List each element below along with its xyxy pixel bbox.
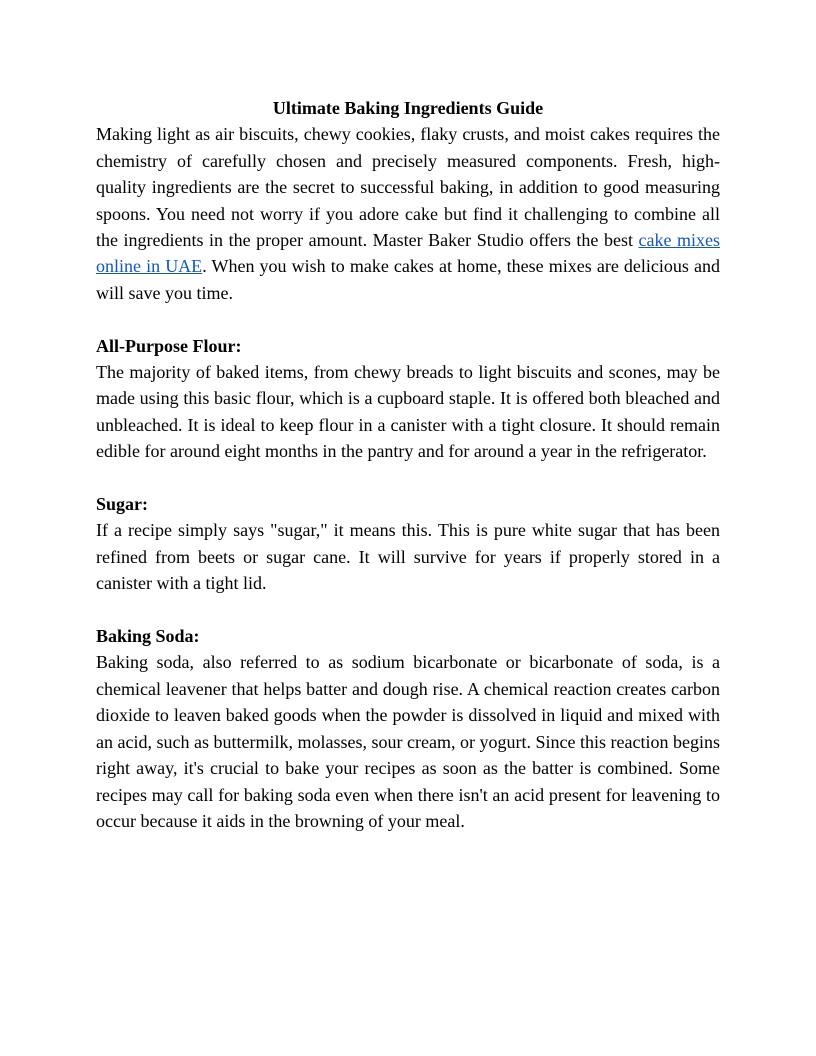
cake-mixes-link[interactable]: cake mixes online in UAE: [96, 230, 721, 277]
intro-text: Making light as air biscuits, chewy cookies, flaky crusts, and moist cakes requires the chemistry of carefully chosen and precisely measured components. Fresh, high-quality ingredients are the secret to successful baking, in addition to good measuring spoons. You need not worry if you adore cake but find it challenging to combine all the ingredients in the proper amount. Master Baker Studio offers the best: [96, 124, 720, 251]
section-heading-baking-soda: Baking Soda:: [96, 626, 200, 647]
section-body-sugar: If a recipe simply says "sugar," it means this. This is pure white sugar that has been refined from beets or sugar cane. It will survive for years if properly stored in a canister with a tight lid.: [96, 520, 720, 594]
section-heading-flour: All-Purpose Flour:: [96, 335, 242, 356]
section-heading-sugar: Sugar:: [96, 494, 149, 515]
intro-text-end: . When you wish to make cakes at home, these mixes are delicious and will save you time.: [96, 256, 720, 303]
section-body-flour: The majority of baked items, from chewy breads to light biscuits and scones, may be made using this basic flour, which is a cupboard staple. It is offered both bleached and unbleached. It is ideal to keep flour in a canister with a tight closure. It should remain edible for around eight months in the pantry and for around a year in the refrigerator.: [96, 362, 720, 462]
document-page: [96, 95, 720, 834]
document-title: Ultimate Baking Ingredients Guide: [272, 98, 544, 118]
intro-paragraph: [96, 121, 720, 306]
section-body-baking-soda: Baking soda, also referred to as sodium bicarbonate or bicarbonate of soda, is a chemical leavener that helps batter and dough rise. A chemical reaction creates carbon dioxide to leaven baked goods when the powder is dissolved in liquid and mixed with an acid, such as buttermilk, molasses, sour cream, or yogurt. Since this reaction begins right away, it's crucial to bake your recipes as soon as the batter is combined. Some recipes may call for baking soda even when there isn't an acid present for leavening to occur because it aids in the browning of your meal.: [96, 652, 720, 831]
